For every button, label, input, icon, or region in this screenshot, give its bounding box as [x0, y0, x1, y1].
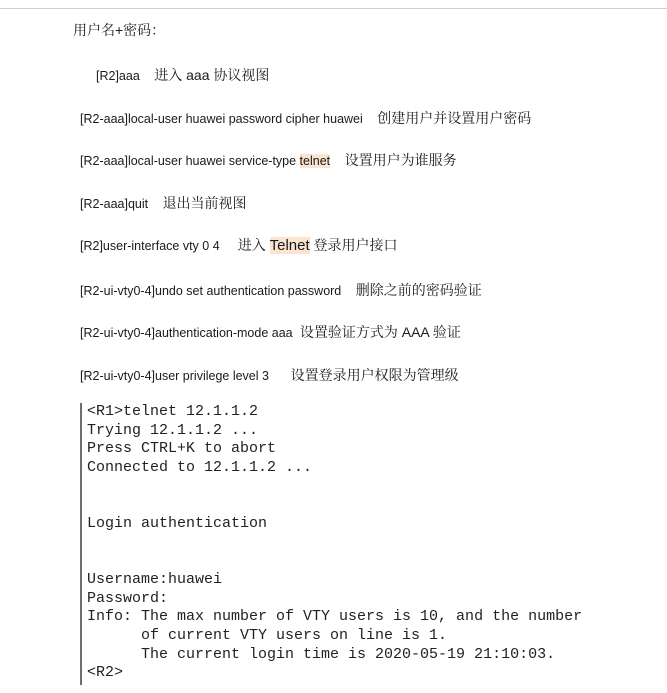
terminal-line: Password: — [87, 589, 169, 607]
command-description: 进入 aaa 协议视图 — [154, 67, 270, 83]
command-description: 删除之前的密码验证 — [355, 282, 482, 298]
command-line-quit — [80, 193, 247, 213]
section-heading: 用户名+密码： — [73, 22, 166, 38]
command-description-suffix: 登录用户接口 — [309, 237, 398, 253]
command-description: 设置用户为谁服务 — [344, 152, 457, 168]
highlighted-keyword: Telnet — [269, 237, 310, 254]
command-line-local-user-password — [80, 108, 531, 128]
command-text: [R2-aaa]quit — [80, 197, 149, 211]
top-border — [0, 0, 667, 9]
command-line-privilege — [80, 365, 459, 385]
command-line-authentication-mode — [80, 322, 461, 342]
command-description: 退出当前视图 — [162, 195, 247, 211]
command-text: [R2-aaa]local-user huawei service-type — [80, 154, 300, 168]
highlighted-keyword: telnet — [299, 154, 331, 168]
terminal-line: Info: The max number of VTY users is 10, and the number — [87, 608, 583, 626]
command-line-user-interface — [80, 235, 398, 255]
terminal-line: Press CTRL+K to abort — [87, 440, 277, 458]
terminal-line: Connected to 12.1.1.2 ... — [87, 459, 313, 477]
command-line-aaa — [96, 65, 269, 85]
command-text: [R2-ui-vty0-4]user privilege level 3 — [80, 369, 269, 383]
terminal-line: <R2> — [87, 664, 124, 682]
terminal-line: The current login time is 2020-05-19 21:10:03. — [87, 645, 556, 663]
command-description: 设置验证方式为 AAA 验证 — [299, 324, 461, 340]
terminal-output — [80, 403, 662, 685]
command-text: [R2-aaa]local-user huawei password cipher huawei — [80, 112, 363, 126]
terminal-line: Trying 12.1.1.2 ... — [87, 421, 259, 439]
terminal-line: of current VTY users on line is 1. — [87, 627, 448, 644]
command-description: 设置登录用户权限为管理级 — [290, 367, 459, 383]
command-text: [R2-ui-vty0-4]undo set authentication password — [80, 284, 342, 298]
command-description-prefix: 进入 — [237, 237, 270, 253]
terminal-line: <R1>telnet 12.1.1.2 — [87, 403, 259, 420]
command-description: 创建用户并设置用户密码 — [377, 110, 532, 126]
command-text: [R2]user-interface vty 0 4 — [80, 239, 220, 253]
command-text: [R2-ui-vty0-4]authentication-mode aaa — [80, 326, 293, 340]
command-line-undo-password — [80, 280, 482, 300]
command-text: [R2]aaa — [96, 69, 140, 83]
command-line-service-type — [80, 150, 457, 170]
terminal-line: Login authentication — [87, 515, 268, 532]
terminal-line: Username:huawei — [87, 571, 223, 588]
